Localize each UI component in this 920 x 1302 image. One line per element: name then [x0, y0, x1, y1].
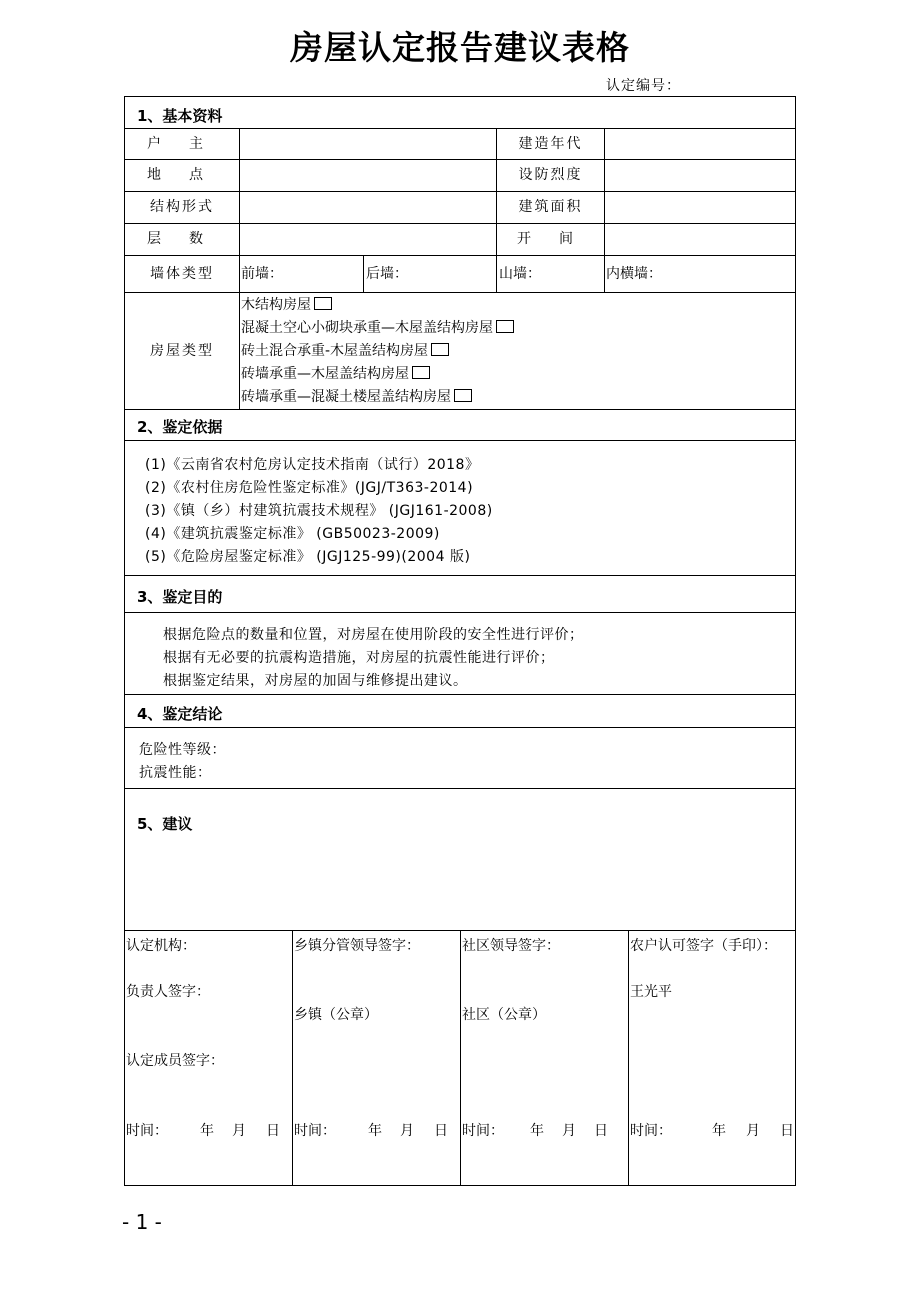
house-type-option [241, 365, 430, 383]
checkbox[interactable] [496, 320, 514, 333]
row-divider [125, 223, 795, 224]
row-divider [125, 409, 795, 410]
basis-item: (5)《危险房屋鉴定标准》 (JGJ125-99)(2004 版) [145, 549, 471, 565]
row-divider [125, 575, 795, 576]
section-heading-purpose: 3、鉴定目的 [137, 588, 223, 606]
year-label: 年 [712, 1123, 726, 1139]
bays-label: 开 间 [517, 231, 573, 247]
row-divider [125, 727, 795, 728]
month-label: 月 [400, 1123, 414, 1139]
month-label: 月 [746, 1123, 760, 1139]
responsible-person-signature-label: 负责人签字： [126, 984, 210, 1000]
basis-item: (1)《云南省农村危房认定技术指南（试行）2018》 [145, 457, 480, 473]
purpose-item: 根据危险点的数量和位置，对房屋在使用阶段的安全性进行评价； [163, 627, 584, 643]
row-divider [125, 788, 795, 789]
row-divider [125, 159, 795, 160]
farmer-approval-signature-label: 农户认可签字（手印）： [630, 938, 777, 954]
house-type-option [241, 319, 514, 337]
row-divider [125, 255, 795, 256]
option-label: 砖土混合承重-木屋盖结构房屋 [241, 343, 429, 359]
signature-date [462, 1122, 614, 1140]
township-seal-label: 乡镇（公章） [294, 1007, 378, 1023]
house-type-option [241, 342, 449, 360]
fortify-intensity-label: 设防烈度 [518, 167, 583, 183]
floors-label: 层 数 [147, 231, 203, 247]
year-label: 年 [530, 1123, 544, 1139]
page-title: 房屋认定报告建议表格 [290, 28, 630, 67]
basis-item: (3)《镇（乡）村建筑抗震技术规程》 (JGJ161-2008) [145, 503, 493, 519]
col-divider [363, 255, 364, 292]
basis-item: (2)《农村住房危险性鉴定标准》(JGJ/T363-2014) [145, 480, 474, 496]
time-label: 时间： [630, 1123, 672, 1139]
purpose-item: 根据鉴定结果，对房屋的加固与维修提出建议。 [163, 673, 468, 689]
day-label: 日 [266, 1123, 280, 1139]
house-type-label: 房屋类型 [150, 343, 214, 359]
community-leader-signature-label: 社区领导签字： [462, 938, 560, 954]
section-heading-conclusion: 4、鉴定结论 [137, 705, 223, 723]
checkbox[interactable] [412, 366, 430, 379]
option-label: 砖墙承重—混凝土楼屋盖结构房屋 [241, 389, 451, 405]
time-label: 时间： [462, 1123, 504, 1139]
row-divider [125, 440, 795, 441]
wall-type-label: 墙体类型 [150, 266, 214, 282]
certification-number-label: 认定编号： [606, 78, 681, 94]
purpose-item: 根据有无必要的抗震构造措施，对房屋的抗震性能进行评价； [163, 650, 555, 666]
option-label: 混凝土空心小砌块承重—木屋盖结构房屋 [241, 320, 493, 336]
row-divider [125, 292, 795, 293]
option-label: 砖墙承重—木屋盖结构房屋 [241, 366, 409, 382]
row-divider [125, 694, 795, 695]
section-heading-advice: 5、建议 [137, 815, 193, 833]
section-heading-basic: 1、基本资料 [137, 107, 223, 125]
basis-item: (4)《建筑抗震鉴定标准》 (GB50023-2009) [145, 526, 440, 542]
report-form [124, 96, 796, 1186]
col-divider [496, 255, 497, 292]
owner-label: 户 主 [147, 136, 203, 152]
build-year-label: 建造年代 [518, 136, 583, 152]
inner-wall-label: 内横墙： [606, 266, 662, 282]
structure-label: 结构形式 [150, 199, 214, 215]
house-type-option [241, 296, 332, 314]
township-leader-signature-label: 乡镇分管领导签字： [294, 938, 420, 954]
certifying-org-label: 认定机构： [126, 938, 196, 954]
checkbox[interactable] [454, 389, 472, 402]
page-number: - 1 - [122, 1210, 162, 1234]
community-seal-label: 社区（公章） [462, 1007, 546, 1023]
section-heading-basis: 2、鉴定依据 [137, 418, 223, 436]
checkbox[interactable] [314, 297, 332, 310]
certifying-members-signature-label: 认定成员签字： [126, 1053, 224, 1069]
col-divider [239, 128, 240, 409]
option-label: 木结构房屋 [241, 297, 311, 313]
back-wall-label: 后墙： [366, 266, 408, 282]
signature-date [630, 1122, 792, 1140]
seismic-performance-label: 抗震性能： [139, 765, 212, 781]
row-divider [125, 612, 795, 613]
front-wall-label: 前墙： [241, 266, 283, 282]
farmer-name: 王光平 [630, 984, 672, 1000]
row-divider [125, 128, 795, 129]
checkbox[interactable] [431, 343, 449, 356]
danger-level-label: 危险性等级： [139, 742, 226, 758]
signature-date [294, 1122, 446, 1140]
day-label: 日 [594, 1123, 608, 1139]
col-divider [628, 930, 629, 1186]
col-divider [604, 128, 605, 292]
month-label: 月 [562, 1123, 576, 1139]
col-divider [292, 930, 293, 1186]
day-label: 日 [780, 1123, 794, 1139]
floor-area-label: 建筑面积 [518, 199, 583, 215]
year-label: 年 [200, 1123, 214, 1139]
month-label: 月 [232, 1123, 246, 1139]
year-label: 年 [368, 1123, 382, 1139]
time-label: 时间： [294, 1123, 336, 1139]
row-divider [125, 191, 795, 192]
col-divider [460, 930, 461, 1186]
house-type-option [241, 388, 472, 406]
signature-date [126, 1122, 278, 1140]
gable-wall-label: 山墙： [499, 266, 541, 282]
location-label: 地 点 [147, 167, 203, 183]
time-label: 时间： [126, 1123, 168, 1139]
day-label: 日 [434, 1123, 448, 1139]
